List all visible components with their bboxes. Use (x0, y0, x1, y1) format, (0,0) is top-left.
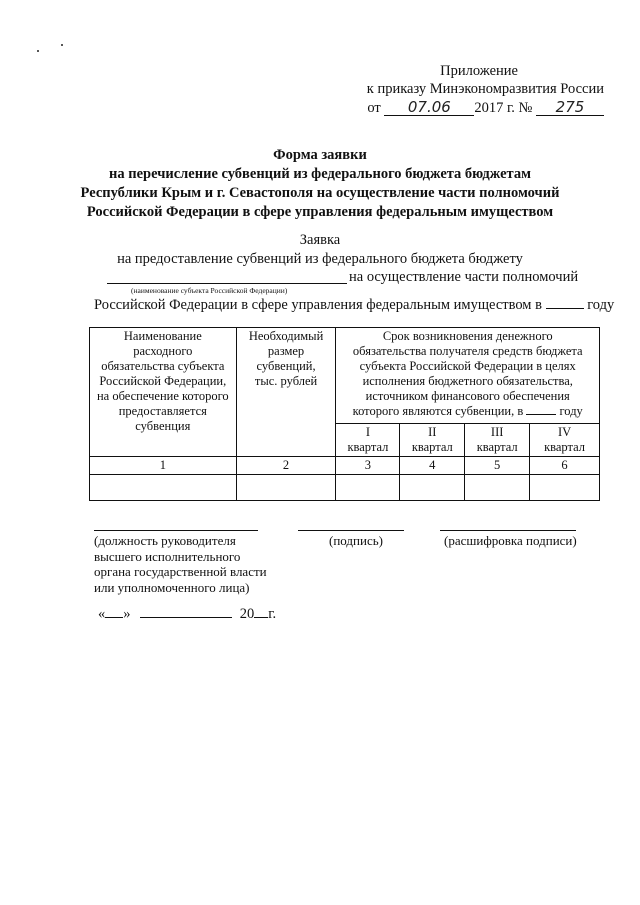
form-title (0, 146, 640, 222)
date-line (98, 605, 276, 624)
date-prefix: от (367, 100, 381, 116)
table-cell (90, 475, 237, 501)
quarter-header-4: IV квартал (530, 424, 600, 457)
year-blank-line (546, 296, 584, 309)
signature-caption: (подпись) (329, 533, 383, 548)
request-line1: на предоставление субвенций из федерального бюджета бюджету (117, 251, 523, 267)
date-close-quote: » (123, 606, 131, 622)
signature-line (298, 530, 404, 531)
request-heading: Заявка (299, 232, 341, 248)
scan-dot (37, 50, 39, 52)
position-line (94, 530, 258, 531)
month-blank (140, 605, 232, 618)
table-row (90, 475, 600, 501)
decryption-caption: (расшифровка подписи) (444, 533, 577, 548)
col3-header: Срок возникновения денежного обязательства получателя средств бюджета субъекта Российской Федерации в целях исполнения бюджетного обязательства, источником финансового обеспечения которого являются субвенции, в году (336, 328, 600, 424)
table-cell (236, 475, 336, 501)
table-cell (530, 475, 600, 501)
column-number: 3 (336, 457, 400, 475)
request-line3-suffix: году (587, 297, 615, 313)
appendix-order: к приказу Минэкономразвития России (366, 81, 604, 97)
day-blank (105, 605, 123, 618)
handwritten-date: 07.06 (384, 99, 474, 116)
scan-dot (61, 44, 63, 46)
col1-header: Наименование расходного обязательства субъекта Российской Федерации, на обеспечение которого предоставляется субвенция (90, 328, 237, 457)
position-caption: (должность руководителя высшего исполнительного органа государственной власти или уполномоченного лица) (94, 533, 267, 595)
quarter-header-3: III квартал (465, 424, 530, 457)
column-number: 6 (530, 457, 600, 475)
request-line2-suffix: на осуществление части полномочий (349, 269, 579, 285)
column-number: 4 (400, 457, 465, 475)
request-line3 (94, 296, 614, 315)
column-number: 5 (465, 457, 530, 475)
column-number: 1 (90, 457, 237, 475)
quarter-header-1: I квартал (336, 424, 400, 457)
form-title-line4: Российской Федерации в сфере управления федеральным имуществом (86, 204, 554, 220)
subject-blank-line (107, 283, 347, 284)
table-cell (465, 475, 530, 501)
column-number-row (90, 457, 600, 475)
decryption-line (440, 530, 576, 531)
table-cell (400, 475, 465, 501)
form-title-line1: Форма заявки (273, 147, 367, 163)
year-blank (254, 605, 268, 618)
appendix-title: Приложение (440, 63, 518, 79)
table-cell (336, 475, 400, 501)
column-number: 2 (236, 457, 336, 475)
subvention-table (89, 327, 600, 501)
appendix-block (367, 62, 604, 117)
quarter-header-2: II квартал (400, 424, 465, 457)
year-text: 2017 г. № (474, 100, 533, 116)
col2-header: Необходимый размер субвенций, тыс. рублей (236, 328, 336, 457)
form-title-line2: на перечисление субвенций из федерального бюджета бюджетам (109, 166, 531, 182)
subject-caption: (наименование субъекта Российской Федерации) (131, 286, 288, 295)
date-open-quote: « (98, 606, 106, 622)
handwritten-number: 275 (536, 99, 604, 116)
date-year-prefix: 20 (239, 606, 255, 622)
form-title-line3: Республики Крым и г. Севастополя на осуществление части полномочий (80, 185, 560, 201)
request-line3-prefix: Российской Федерации в сфере управления федеральным имуществом в (94, 297, 542, 313)
date-year-suffix: г. (268, 606, 277, 622)
appendix-date-line (367, 99, 604, 117)
